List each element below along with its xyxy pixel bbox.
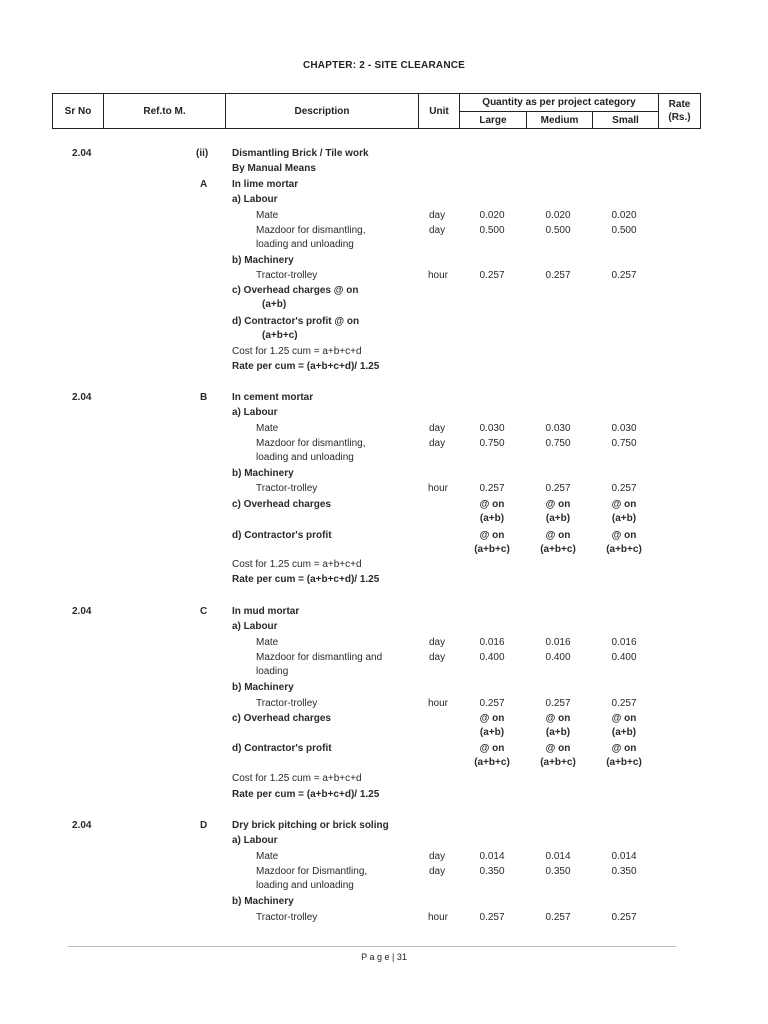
- unit-cell: day: [429, 225, 446, 236]
- section-title: In mud mortar: [232, 606, 300, 617]
- header-small: Small: [612, 114, 639, 126]
- qty-medium: 0.016: [545, 637, 571, 648]
- mazdoor-desc: Mazdoor for Dismantling,: [256, 866, 368, 877]
- profit-small-basis: (a+b+c): [606, 757, 642, 768]
- mate-desc: Mate: [256, 423, 279, 434]
- qty-large: 0.350: [479, 866, 505, 877]
- qty-medium: 0.500: [545, 225, 571, 236]
- qty-large: 0.257: [479, 270, 505, 281]
- header-quantity-group: Quantity as per project category: [482, 97, 636, 108]
- labour-heading: a) Labour: [232, 835, 278, 846]
- section-letter: C: [200, 606, 208, 617]
- machinery-heading: b) Machinery: [232, 896, 294, 907]
- section-title: Dry brick pitching or brick soling: [232, 820, 389, 831]
- table-header: [52, 93, 701, 129]
- qty-medium: 0.350: [545, 866, 571, 877]
- cost-formula: Cost for 1.25 cum = a+b+c+d: [232, 559, 362, 570]
- overhead-small-basis: (a+b): [611, 727, 637, 738]
- chapter-title: CHAPTER: 2 - SITE CLEARANCE: [302, 60, 466, 71]
- overhead-large: @ on: [479, 499, 505, 510]
- qty-small: 0.350: [611, 866, 637, 877]
- overhead-small: @ on: [611, 713, 637, 724]
- qty-large: 0.257: [479, 912, 505, 923]
- unit-cell: day: [429, 637, 446, 648]
- qty-large: 0.400: [479, 652, 505, 663]
- overhead-medium-basis: (a+b): [545, 727, 571, 738]
- item-title: Dismantling Brick / Tile work: [232, 148, 369, 159]
- unit-cell: day: [429, 210, 446, 221]
- qty-small: 0.257: [611, 483, 637, 494]
- overhead-medium-basis: (a+b): [545, 513, 571, 524]
- mazdoor-desc: Mazdoor for dismantling,: [256, 438, 366, 449]
- unit-cell: hour: [428, 483, 449, 494]
- machinery-heading: b) Machinery: [232, 255, 294, 266]
- qty-medium: 0.257: [545, 270, 571, 281]
- qty-large: 0.750: [479, 438, 505, 449]
- profit-basis: (a+b+c): [262, 330, 298, 341]
- unit-cell: day: [429, 866, 446, 877]
- qty-large: 0.500: [479, 225, 505, 236]
- mate-desc: Mate: [256, 851, 279, 862]
- sr-number: 2.04: [72, 392, 92, 403]
- section-letter: A: [200, 179, 208, 190]
- mazdoor-desc-cont: loading and unloading: [256, 239, 354, 250]
- qty-small: 0.750: [611, 438, 637, 449]
- profit-medium: @ on: [545, 743, 571, 754]
- qty-medium: 0.257: [545, 483, 571, 494]
- unit-cell: hour: [428, 698, 449, 709]
- qty-small: 0.030: [611, 423, 637, 434]
- unit-cell: day: [429, 438, 446, 449]
- qty-large: 0.030: [479, 423, 505, 434]
- mazdoor-desc: Mazdoor for dismantling and: [256, 652, 383, 663]
- profit-medium-basis: (a+b+c): [540, 544, 576, 555]
- qty-medium: 0.014: [545, 851, 571, 862]
- labour-heading: a) Labour: [232, 194, 278, 205]
- qty-medium: 0.750: [545, 438, 571, 449]
- profit-medium: @ on: [545, 530, 571, 541]
- qty-small: 0.500: [611, 225, 637, 236]
- overhead-label: c) Overhead charges @ on: [232, 285, 359, 296]
- mazdoor-desc-cont: loading and unloading: [256, 880, 354, 891]
- profit-label: d) Contractor's profit @ on: [232, 316, 360, 327]
- rate-formula: Rate per cum = (a+b+c+d)/ 1.25: [232, 789, 380, 800]
- section-letter: D: [200, 820, 208, 831]
- machinery-heading: b) Machinery: [232, 682, 294, 693]
- overhead-basis: (a+b): [262, 299, 287, 310]
- sr-number: 2.04: [72, 148, 92, 159]
- unit-cell: hour: [428, 270, 449, 281]
- qty-medium: 0.400: [545, 652, 571, 663]
- item-subtitle: By Manual Means: [232, 163, 316, 174]
- section-title: In lime mortar: [232, 179, 299, 190]
- tractor-desc: Tractor-trolley: [256, 698, 318, 709]
- qty-small: 0.257: [611, 912, 637, 923]
- header-rate: Rate (Rs.): [668, 99, 691, 123]
- mate-desc: Mate: [256, 637, 279, 648]
- tractor-desc: Tractor-trolley: [256, 483, 318, 494]
- overhead-large-basis: (a+b): [479, 727, 505, 738]
- overhead-medium: @ on: [545, 713, 571, 724]
- qty-small: 0.257: [611, 698, 637, 709]
- profit-small: @ on: [611, 743, 637, 754]
- overhead-label: c) Overhead charges: [232, 499, 331, 510]
- overhead-large: @ on: [479, 713, 505, 724]
- rate-formula: Rate per cum = (a+b+c+d)/ 1.25: [232, 574, 380, 585]
- qty-medium: 0.020: [545, 210, 571, 221]
- profit-small: @ on: [611, 530, 637, 541]
- qty-large: 0.016: [479, 637, 505, 648]
- mazdoor-desc-cont: loading: [256, 666, 289, 677]
- header-right-border: [700, 93, 701, 129]
- profit-large: @ on: [479, 530, 505, 541]
- header-ref: Ref.to M.: [143, 105, 186, 117]
- overhead-small-basis: (a+b): [611, 513, 637, 524]
- footer-divider: [68, 946, 676, 947]
- unit-cell: hour: [428, 912, 449, 923]
- unit-cell: day: [429, 423, 446, 434]
- overhead-medium: @ on: [545, 499, 571, 510]
- qty-small: 0.016: [611, 637, 637, 648]
- qty-small: 0.014: [611, 851, 637, 862]
- header-medium: Medium: [540, 114, 579, 126]
- overhead-large-basis: (a+b): [479, 513, 505, 524]
- qty-medium: 0.257: [545, 912, 571, 923]
- mate-desc: Mate: [256, 210, 279, 221]
- mazdoor-desc-cont: loading and unloading: [256, 452, 354, 463]
- labour-heading: a) Labour: [232, 407, 278, 418]
- rate-formula: Rate per cum = (a+b+c+d)/ 1.25: [232, 361, 380, 372]
- qty-small: 0.020: [611, 210, 637, 221]
- profit-medium-basis: (a+b+c): [540, 757, 576, 768]
- qty-small: 0.257: [611, 270, 637, 281]
- qty-large: 0.020: [479, 210, 505, 221]
- qty-medium: 0.030: [545, 423, 571, 434]
- header-unit: Unit: [429, 105, 449, 117]
- cost-formula: Cost for 1.25 cum = a+b+c+d: [232, 346, 362, 357]
- profit-large-basis: (a+b+c): [474, 544, 510, 555]
- header-description: Description: [294, 105, 350, 117]
- qty-large: 0.257: [479, 698, 505, 709]
- header-bottom-border: [52, 128, 701, 129]
- qty-small: 0.400: [611, 652, 637, 663]
- profit-large-basis: (a+b+c): [474, 757, 510, 768]
- item-label: (ii): [196, 148, 209, 159]
- machinery-heading: b) Machinery: [232, 468, 294, 479]
- sr-number: 2.04: [72, 606, 92, 617]
- overhead-label: c) Overhead charges: [232, 713, 331, 724]
- section-title: In cement mortar: [232, 392, 314, 403]
- overhead-small: @ on: [611, 499, 637, 510]
- qty-large: 0.014: [479, 851, 505, 862]
- header-sr-no: Sr No: [64, 105, 92, 117]
- qty-medium: 0.257: [545, 698, 571, 709]
- section-letter: B: [200, 392, 208, 403]
- profit-large: @ on: [479, 743, 505, 754]
- cost-formula: Cost for 1.25 cum = a+b+c+d: [232, 773, 362, 784]
- header-large: Large: [479, 114, 507, 126]
- tractor-desc: Tractor-trolley: [256, 912, 318, 923]
- mazdoor-desc: Mazdoor for dismantling,: [256, 225, 366, 236]
- profit-label: d) Contractor's profit: [232, 743, 332, 754]
- unit-cell: day: [429, 851, 446, 862]
- sr-number: 2.04: [72, 820, 92, 831]
- qty-large: 0.257: [479, 483, 505, 494]
- labour-heading: a) Labour: [232, 621, 278, 632]
- profit-small-basis: (a+b+c): [606, 544, 642, 555]
- page-number: P a g e | 31: [361, 952, 407, 962]
- unit-cell: day: [429, 652, 446, 663]
- profit-label: d) Contractor's profit: [232, 530, 332, 541]
- tractor-desc: Tractor-trolley: [256, 270, 318, 281]
